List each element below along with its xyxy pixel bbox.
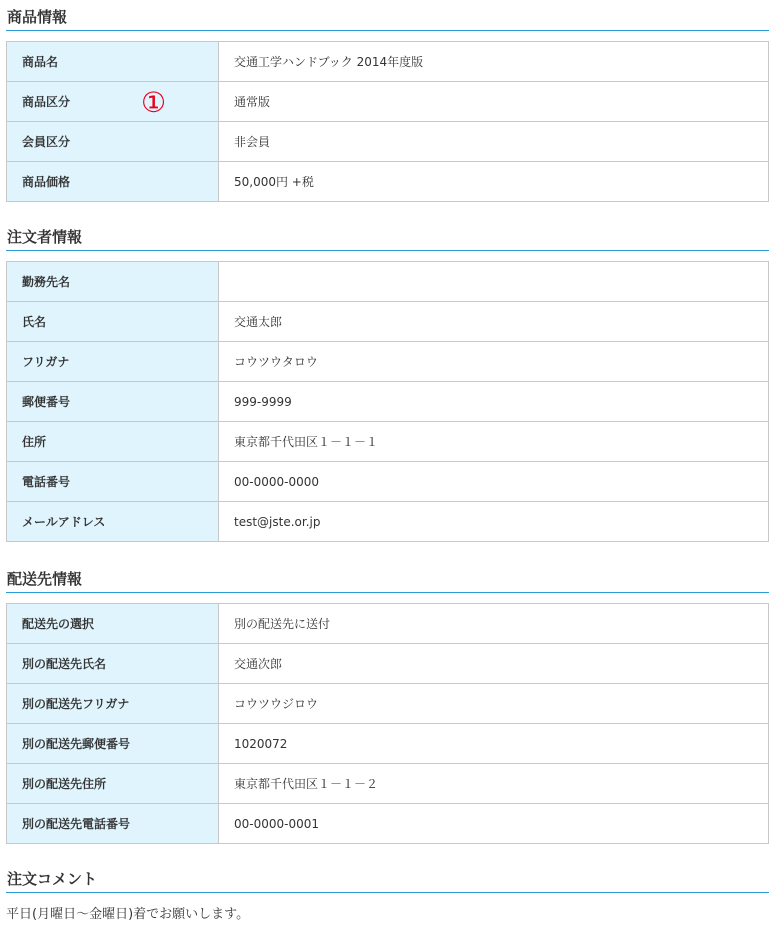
order-comment-text: 平日(月曜日～金曜日)着でお願いします。 bbox=[6, 907, 250, 922]
product-info-title: 商品情報 bbox=[6, 4, 769, 31]
delivery-info-section bbox=[6, 566, 769, 844]
name-label: 氏名 bbox=[7, 302, 219, 342]
product-type-value: 通常版 bbox=[219, 82, 769, 122]
order-comment-title: 注文コメント bbox=[6, 866, 769, 893]
delivery-postal-code-value: 1020072 bbox=[219, 724, 769, 764]
phone-label: 電話番号 bbox=[7, 462, 219, 502]
table-row bbox=[7, 302, 769, 342]
delivery-furigana-label: 別の配送先フリガナ bbox=[7, 684, 219, 724]
furigana-value: コウツウタロウ bbox=[219, 342, 769, 382]
table-row bbox=[7, 122, 769, 162]
address-value: 東京都千代田区１－１－１ bbox=[219, 422, 769, 462]
delivery-choice-value: 別の配送先に送付 bbox=[219, 604, 769, 644]
phone-value: 00-0000-0000 bbox=[219, 462, 769, 502]
delivery-info-table bbox=[6, 603, 769, 844]
orderer-info-table bbox=[6, 261, 769, 542]
delivery-phone-value: 00-0000-0001 bbox=[219, 804, 769, 844]
product-info-table bbox=[6, 41, 769, 202]
table-row bbox=[7, 764, 769, 804]
postal-code-label: 郵便番号 bbox=[7, 382, 219, 422]
annotation-marker: ① bbox=[140, 86, 167, 119]
delivery-choice-label: 配送先の選択 bbox=[7, 604, 219, 644]
table-row bbox=[7, 42, 769, 82]
table-row bbox=[7, 804, 769, 844]
table-row bbox=[7, 422, 769, 462]
product-info-section bbox=[6, 4, 769, 202]
product-name-value: 交通工学ハンドブック 2014年度版 bbox=[219, 42, 769, 82]
company-name-label: 勤務先名 bbox=[7, 262, 219, 302]
table-row bbox=[7, 382, 769, 422]
table-row bbox=[7, 604, 769, 644]
product-price-label: 商品価格 bbox=[7, 162, 219, 202]
table-row bbox=[7, 724, 769, 764]
table-row bbox=[7, 644, 769, 684]
member-type-label: 会員区分 bbox=[7, 122, 219, 162]
product-price-value: 50,000円 +税 bbox=[219, 162, 769, 202]
order-comment-section bbox=[6, 866, 769, 922]
delivery-phone-label: 別の配送先電話番号 bbox=[7, 804, 219, 844]
delivery-address-label: 別の配送先住所 bbox=[7, 764, 219, 804]
product-type-label: 商品区分 bbox=[7, 82, 219, 122]
table-row bbox=[7, 684, 769, 724]
company-name-value bbox=[219, 262, 769, 302]
orderer-info-title: 注文者情報 bbox=[6, 224, 769, 251]
table-row bbox=[7, 462, 769, 502]
delivery-address-value: 東京都千代田区１－１－２ bbox=[219, 764, 769, 804]
member-type-value: 非会員 bbox=[219, 122, 769, 162]
email-value: test@jste.or.jp bbox=[219, 502, 769, 542]
product-name-label: 商品名 bbox=[7, 42, 219, 82]
table-row bbox=[7, 342, 769, 382]
delivery-furigana-value: コウツウジロウ bbox=[219, 684, 769, 724]
postal-code-value: 999-9999 bbox=[219, 382, 769, 422]
address-label: 住所 bbox=[7, 422, 219, 462]
delivery-info-title: 配送先情報 bbox=[6, 566, 769, 593]
table-row bbox=[7, 502, 769, 542]
name-value: 交通太郎 bbox=[219, 302, 769, 342]
email-label: メールアドレス bbox=[7, 502, 219, 542]
orderer-info-section bbox=[6, 224, 769, 542]
table-row bbox=[7, 262, 769, 302]
delivery-name-value: 交通次郎 bbox=[219, 644, 769, 684]
delivery-name-label: 別の配送先氏名 bbox=[7, 644, 219, 684]
table-row bbox=[7, 162, 769, 202]
furigana-label: フリガナ bbox=[7, 342, 219, 382]
table-row bbox=[7, 82, 769, 122]
delivery-postal-code-label: 別の配送先郵便番号 bbox=[7, 724, 219, 764]
